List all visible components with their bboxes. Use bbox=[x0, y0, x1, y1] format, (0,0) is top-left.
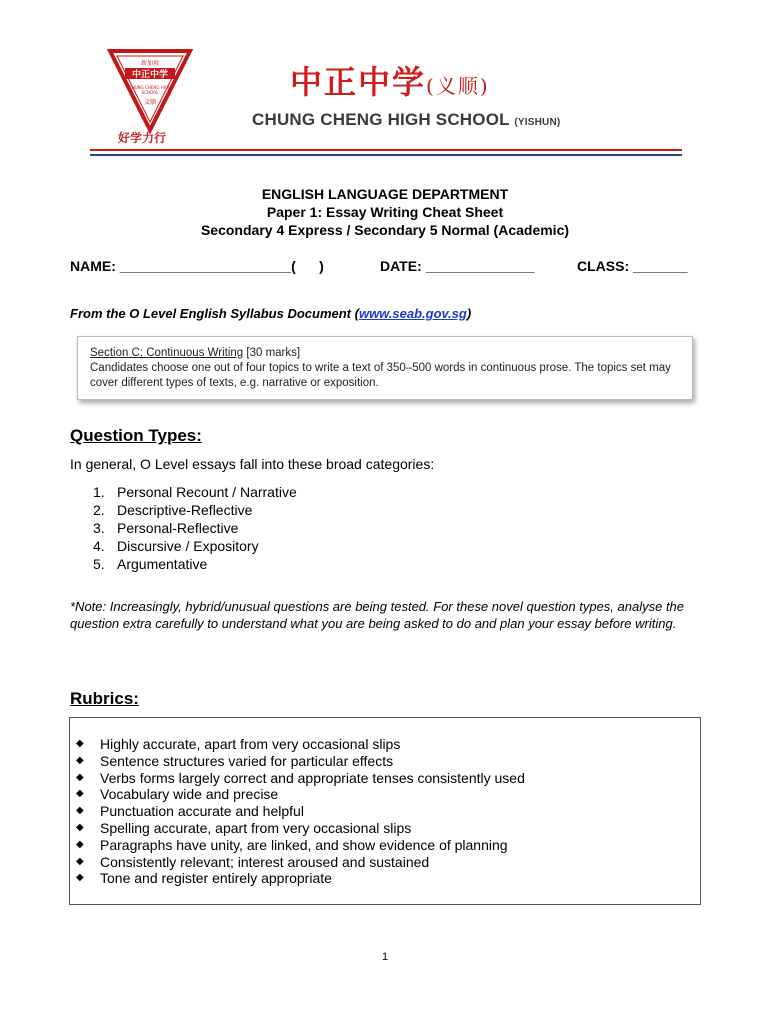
logo-text-mid: 中正中学 bbox=[131, 70, 169, 80]
bullet-icon: ◆ bbox=[76, 855, 84, 867]
school-name-english-suffix: (YISHUN) bbox=[514, 117, 561, 128]
school-name-chinese-branch: (义顺) bbox=[426, 74, 490, 98]
excerpt-marks: [30 marks] bbox=[243, 347, 301, 359]
bullet-icon: ◆ bbox=[76, 838, 84, 850]
syllabus-source bbox=[70, 306, 471, 321]
list-text: Discursive / Expository bbox=[117, 538, 259, 554]
department-title: ENGLISH LANGUAGE DEPARTMENT bbox=[261, 186, 509, 202]
syllabus-prefix: From the O Level English Syllabus Document ( bbox=[70, 306, 359, 321]
rubric-text: Vocabulary wide and precise bbox=[100, 786, 279, 803]
question-types-heading: Question Types: bbox=[70, 426, 202, 445]
rubric-item bbox=[76, 870, 525, 887]
rubric-item bbox=[76, 770, 525, 787]
bullet-icon: ◆ bbox=[76, 738, 84, 749]
rubric-text: Punctuation accurate and helpful bbox=[100, 803, 304, 820]
list-item bbox=[93, 501, 297, 519]
bullet-icon: ◆ bbox=[76, 788, 84, 800]
bullet-icon: ◆ bbox=[76, 821, 84, 833]
question-types-intro: In general, O Level essays fall into these broad categories: bbox=[70, 456, 435, 472]
rubric-item bbox=[76, 820, 525, 837]
level-title: Secondary 4 Express / Secondary 5 Normal (Academic) bbox=[200, 222, 570, 238]
rubric-item bbox=[76, 837, 525, 854]
list-number: 3. bbox=[93, 520, 105, 536]
bullet-icon: ◆ bbox=[76, 872, 84, 884]
list-item bbox=[93, 537, 297, 555]
list-text: Argumentative bbox=[117, 556, 208, 572]
rubric-item bbox=[76, 736, 525, 753]
list-item bbox=[93, 483, 297, 501]
header-rule-blue bbox=[90, 154, 682, 156]
rubric-item bbox=[76, 803, 525, 820]
list-item bbox=[93, 555, 297, 573]
svg-text:SCHOOL: SCHOOL bbox=[141, 90, 159, 95]
list-number: 1. bbox=[93, 484, 105, 500]
rubric-text: Consistently relevant; interest aroused and sustained bbox=[100, 853, 430, 870]
bullet-icon: ◆ bbox=[76, 771, 84, 783]
excerpt-section: Section C: Continuous Writing bbox=[90, 347, 244, 359]
list-number: 2. bbox=[93, 502, 105, 518]
rubric-text: Spelling accurate, apart from very occasional slips bbox=[100, 819, 412, 836]
syllabus-suffix: ) bbox=[466, 306, 472, 321]
rubric-text: Sentence structures varied for particular effects bbox=[100, 752, 394, 769]
seab-link[interactable]: www.seab.gov.sg bbox=[358, 306, 467, 321]
page-number: 1 bbox=[381, 951, 389, 963]
excerpt-body: Candidates choose one out of four topics to write a text of 350–500 words in continuous prose. The topics set may cover different types of texts, e.g. narrative or exposition. bbox=[90, 362, 671, 389]
svg-text:CHUNG CHENG HIGH: CHUNG CHENG HIGH bbox=[128, 85, 172, 90]
list-text: Personal-Reflective bbox=[117, 520, 239, 536]
paper-title: Paper 1: Essay Writing Cheat Sheet bbox=[266, 204, 504, 220]
school-name-english bbox=[252, 110, 560, 130]
rubric-item bbox=[76, 854, 525, 871]
rubric-text: Paragraphs have unity, are linked, and show evidence of planning bbox=[100, 836, 508, 853]
logo-text-bottom: 义顺 bbox=[143, 99, 157, 106]
date-field[interactable]: DATE: ______________ bbox=[380, 258, 535, 274]
list-number: 4. bbox=[93, 538, 105, 554]
list-text: Personal Recount / Narrative bbox=[117, 484, 297, 500]
syllabus-excerpt-box bbox=[77, 336, 693, 400]
logo-text-top: 新加坡 bbox=[140, 60, 160, 67]
novel-questions-note: *Note: Increasingly, hybrid/unusual questions are being tested. For these novel question types, analyse the question extra carefully to understand what you are being asked to do and plan your essay before writing. bbox=[70, 599, 685, 631]
list-text: Descriptive-Reflective bbox=[117, 502, 253, 518]
rubrics-heading: Rubrics: bbox=[70, 689, 139, 708]
bullet-icon: ◆ bbox=[76, 754, 84, 766]
list-item bbox=[93, 519, 297, 537]
class-field[interactable]: CLASS: _______ bbox=[577, 258, 688, 274]
school-name-chinese bbox=[290, 64, 490, 104]
list-number: 5. bbox=[93, 556, 105, 572]
school-motto: 好学力行 bbox=[118, 131, 167, 145]
rubric-text: Tone and register entirely appropriate bbox=[100, 870, 332, 887]
rubric-item bbox=[76, 786, 525, 803]
rubrics-box bbox=[69, 717, 701, 905]
rubric-text: Verbs forms largely correct and appropriate tenses consistently used bbox=[100, 769, 525, 786]
header-rule-red bbox=[90, 149, 682, 151]
rubrics-list bbox=[76, 736, 525, 887]
school-name-chinese-main: 中正中学 bbox=[290, 63, 427, 101]
bullet-icon: ◆ bbox=[76, 805, 84, 817]
question-types-list bbox=[93, 483, 297, 573]
rubric-text: Highly accurate, apart from very occasional slips bbox=[100, 736, 401, 752]
school-name-english-main: CHUNG CHENG HIGH SCHOOL bbox=[252, 110, 510, 129]
name-field[interactable]: NAME: ______________________( ) bbox=[70, 258, 324, 274]
rubric-item bbox=[76, 753, 525, 770]
